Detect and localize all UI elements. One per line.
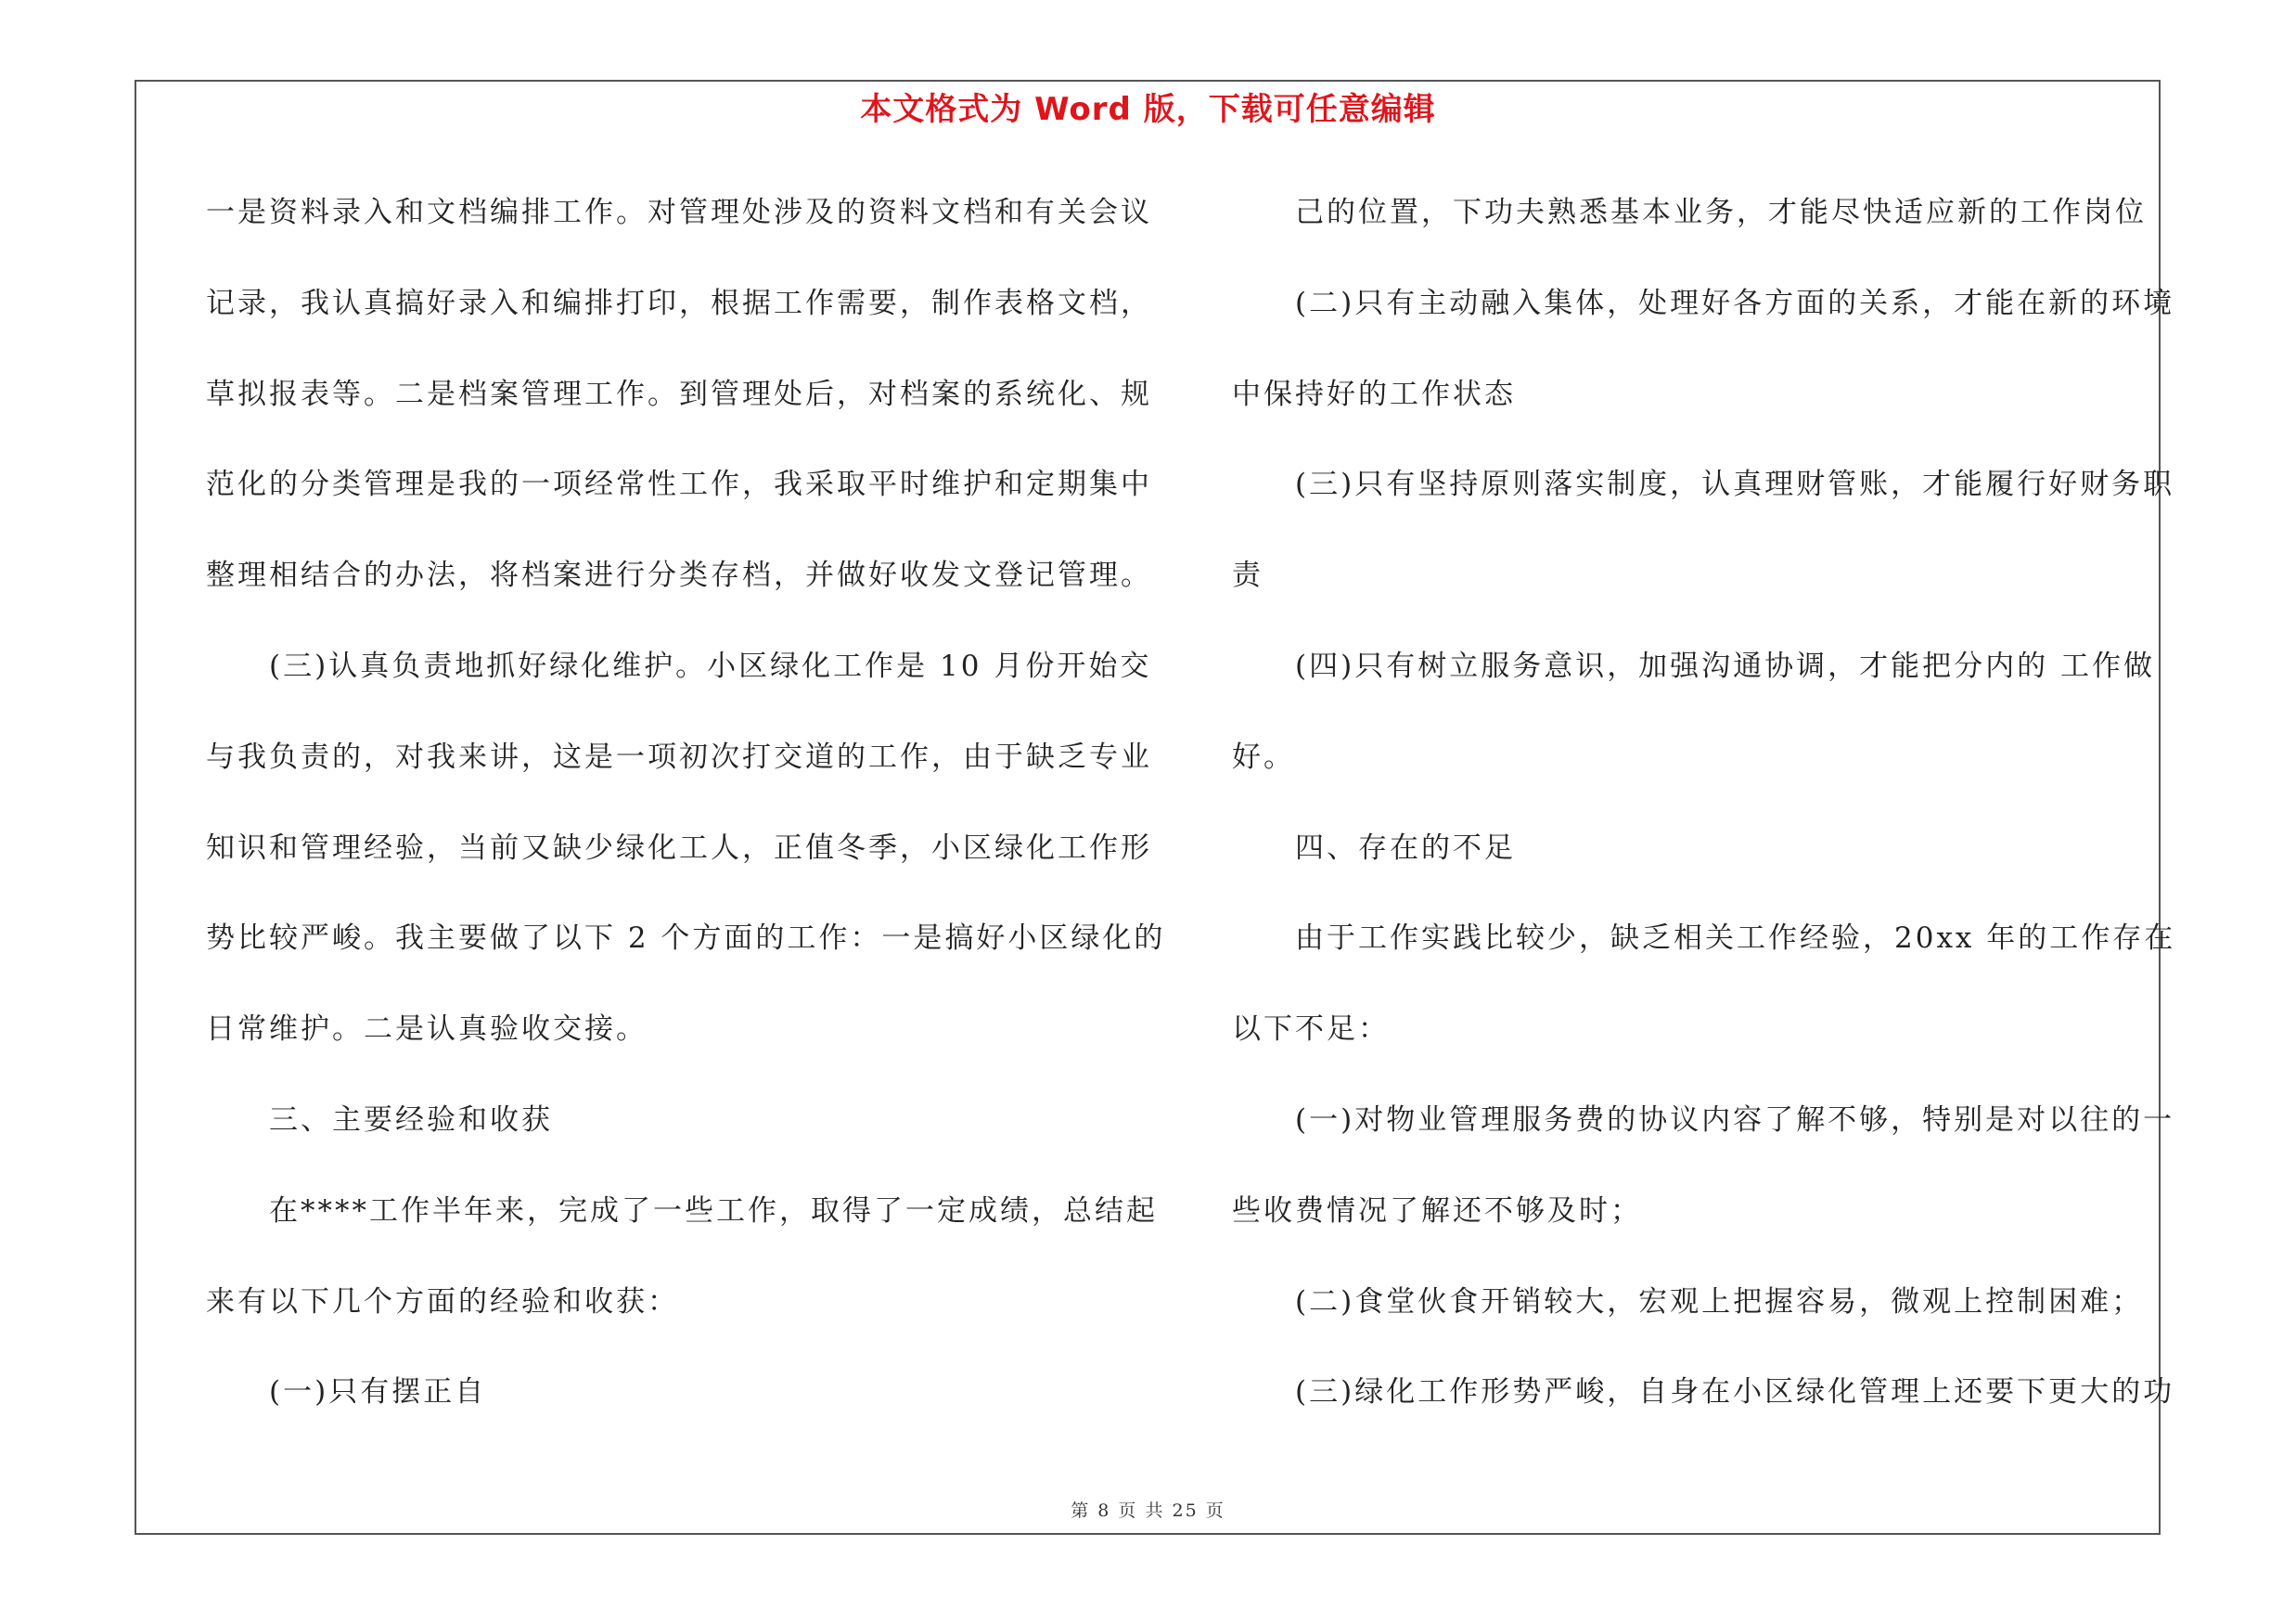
right-column bbox=[1232, 180, 2176, 1450]
left-line-12: 在****工作半年来，完成了一些工作，取得了一定成绩，总结起 bbox=[269, 1193, 1158, 1228]
left-line-1: 一是资料录入和文档编排工作。对管理处涉及的资料文档和有关会议 bbox=[206, 196, 1152, 229]
word-format-banner: 本文格式为 Word 版，下载可任意编辑 bbox=[860, 91, 1436, 128]
left-line-3: 草拟报表等。二是档案管理工作。到管理处后，对档案的系统化、规 bbox=[206, 377, 1152, 411]
right-line-10: 以下不足： bbox=[1232, 1012, 1390, 1047]
right-line-12: 些收费情况了解还不够及时； bbox=[1232, 1193, 1642, 1228]
right-line-9: 由于工作实践比较少，缺乏相关工作经验，20xx 年的工作存在 bbox=[1295, 921, 2176, 956]
left-line-5: 整理相结合的办法，将档案进行分类存档，并做好收发文登记管理。 bbox=[206, 559, 1152, 593]
right-line-14: (三)绿化工作形势严峻，自身在小区绿化管理上还要下更大的功 bbox=[1295, 1375, 2175, 1410]
page-number-footer: 第 8 页 共 25 页 bbox=[1071, 1501, 1225, 1521]
left-line-14: (一)只有摆正自 bbox=[269, 1375, 487, 1410]
right-line-11: (一)对物业管理服务费的协议内容了解不够，特别是对以往的一 bbox=[1295, 1102, 2175, 1137]
right-line-7: 好。 bbox=[1232, 740, 1295, 774]
left-line-8: 知识和管理经验，当前又缺少绿化工人，正值冬季，小区绿化工作形 bbox=[206, 831, 1152, 865]
left-line-6: (三)认真负责地抓好绿化维护。小区绿化工作是 10 月份开始交 bbox=[269, 649, 1152, 683]
right-line-2: (二)只有主动融入集体，处理好各方面的关系，才能在新的环境 bbox=[1295, 286, 2175, 320]
right-line-3: 中保持好的工作状态 bbox=[1232, 377, 1516, 411]
right-line-6: (四)只有树立服务意识，加强沟通协调，才能把分内的 工作做 bbox=[1295, 649, 2156, 683]
left-column bbox=[206, 180, 1166, 1450]
left-line-10: 日常维护。二是认真验收交接。 bbox=[206, 1012, 648, 1047]
section-heading-experience: 三、主要经验和收获 bbox=[269, 1102, 553, 1137]
left-line-7: 与我负责的，对我来讲，这是一项初次打交道的工作，由于缺乏专业 bbox=[206, 740, 1152, 774]
left-line-4: 范化的分类管理是我的一项经常性工作，我采取平时维护和定期集中 bbox=[206, 468, 1152, 502]
section-heading-shortcomings: 四、存在的不足 bbox=[1295, 831, 1516, 865]
right-line-13: (二)食堂伙食开销较大，宏观上把握容易，微观上控制困难； bbox=[1295, 1284, 2144, 1319]
right-line-4: (三)只有坚持原则落实制度，认真理财管账，才能履行好财务职 bbox=[1295, 468, 2175, 502]
left-line-2: 记录，我认真搞好录入和编排打印，根据工作需要，制作表格文档， bbox=[206, 286, 1152, 320]
right-line-1: 己的位置，下功夫熟悉基本业务，才能尽快适应新的工作岗位 bbox=[1295, 196, 2147, 229]
left-line-9: 势比较严峻。我主要做了以下 2 个方面的工作：一是搞好小区绿化的 bbox=[206, 921, 1166, 956]
right-line-5: 责 bbox=[1232, 559, 1263, 593]
left-line-13: 来有以下几个方面的经验和收获： bbox=[206, 1284, 679, 1319]
